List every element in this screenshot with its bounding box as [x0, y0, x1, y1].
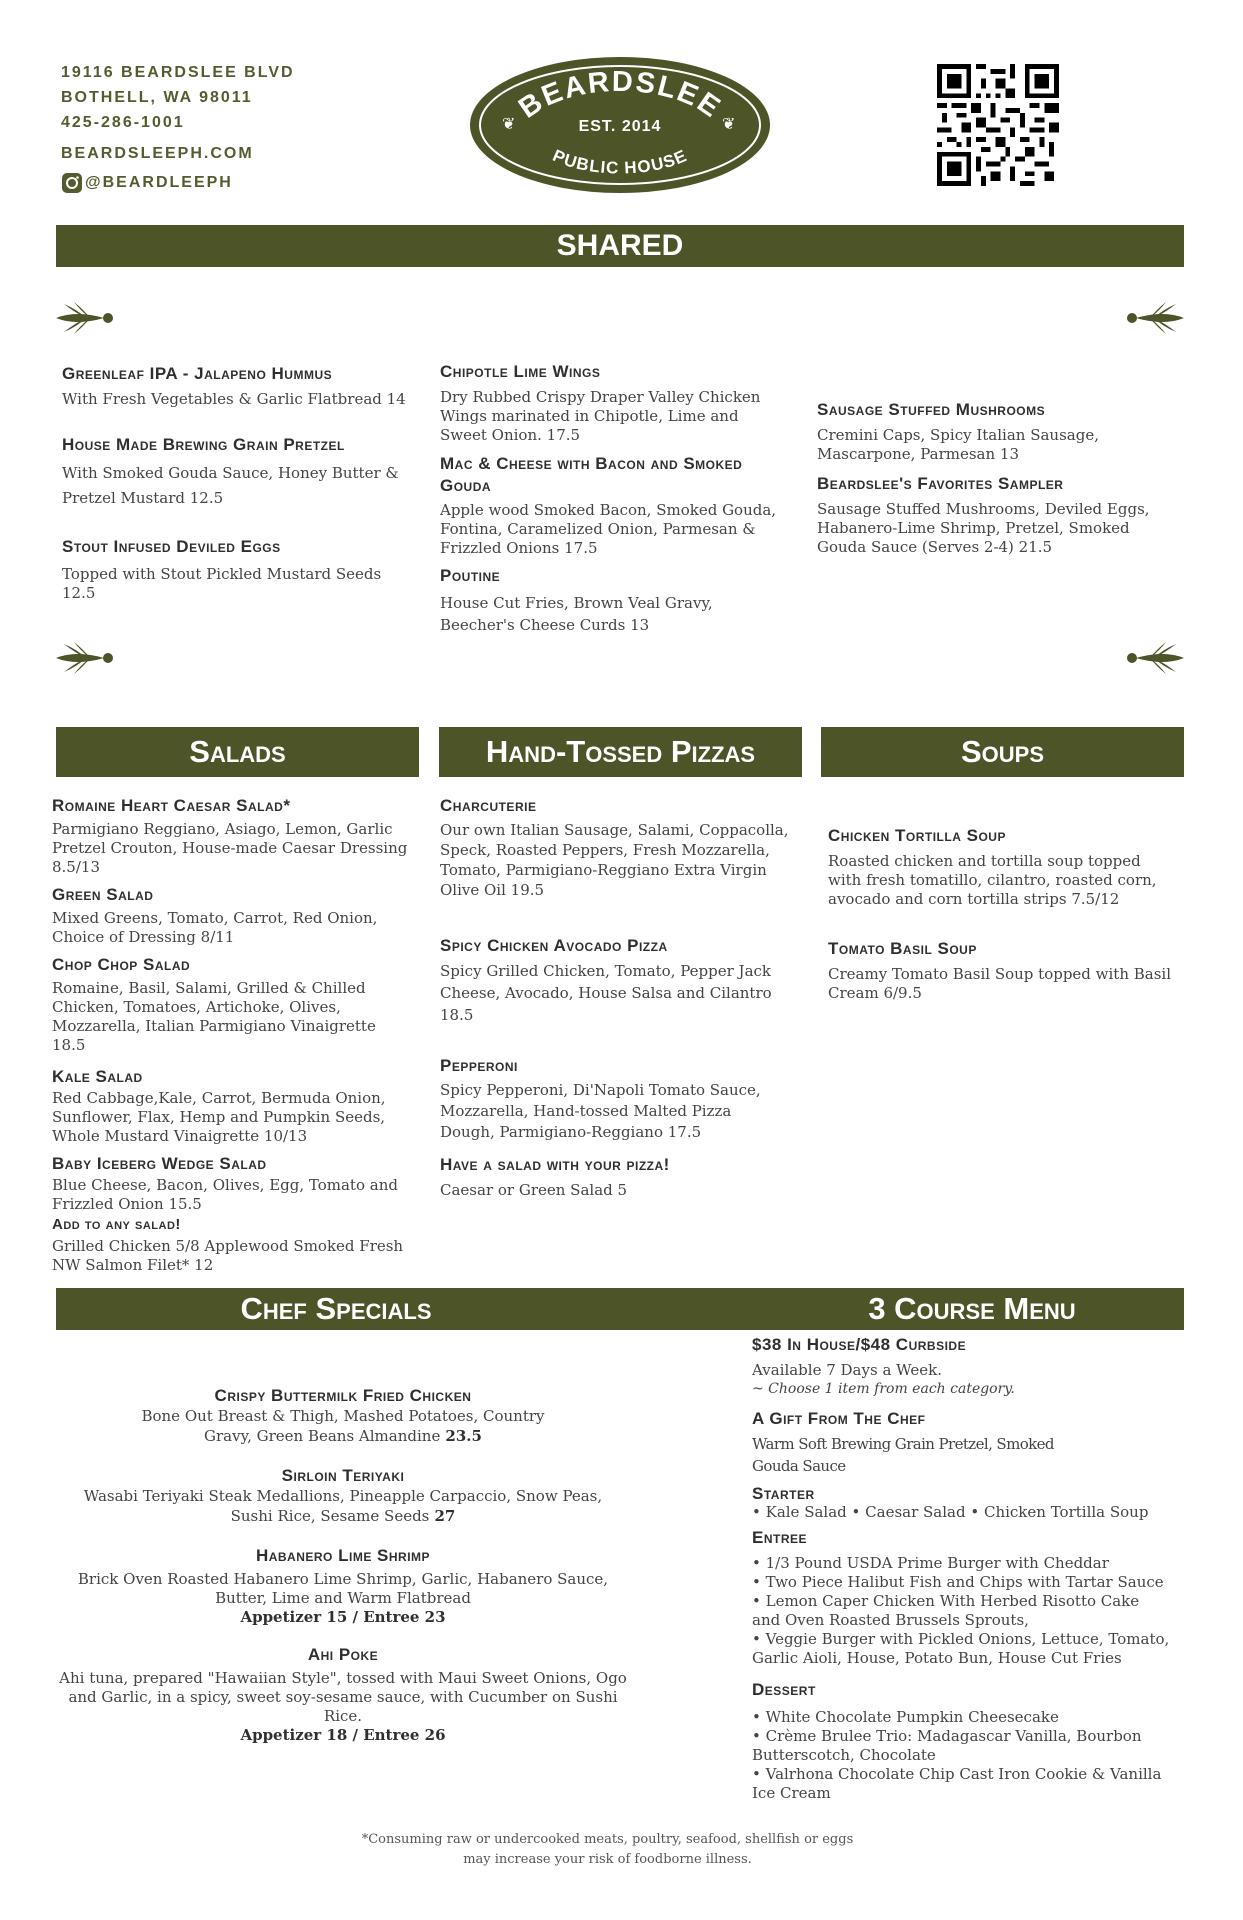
gift-title: A Gift From The Chef: [752, 1409, 926, 1428]
logo-leaf-right-icon: ❦: [722, 114, 736, 133]
starter-title: Starter: [752, 1484, 815, 1503]
logo-est: EST. 2014: [578, 118, 662, 135]
disclaimer-line-2: may increase your risk of foodborne illness.: [463, 1852, 752, 1867]
entree-item: • Lemon Caper Chicken With Herbed Risotto Cake and Oven Roasted Brussels Sprouts,: [752, 1592, 1140, 1629]
starter-desc: • Kale Salad • Caesar Salad • Chicken Tortilla Soup: [752, 1503, 1149, 1521]
section-header-salads: Salads: [56, 727, 419, 777]
item-desc: House Cut Fries, Brown Veal Gravy, Beecher's Cheese Curds 13: [440, 594, 713, 634]
soups-list: [828, 826, 1178, 1003]
item-desc: Red Cabbage,Kale, Carrot, Bermuda Onion, Sunflower, Flax, Hemp and Pumpkin Seeds, Whole Mustard Vinaigrette 10/13: [52, 1089, 386, 1145]
item-desc: With Fresh Vegetables & Garlic Flatbread 14: [62, 390, 406, 408]
menu-item: [440, 936, 790, 1026]
menu-item: [62, 364, 412, 409]
course-choose: ~ Choose 1 item from each category.: [752, 1381, 1015, 1397]
dessert-item: • White Chocolate Pumpkin Cheesecake: [752, 1708, 1059, 1726]
instagram-handle[interactable]: [61, 172, 233, 194]
item-desc: Ahi tuna, prepared "Hawaiian Style", tossed with Maui Sweet Onions, Ogo and Garlic, in a spicy, sweet soy-sesame sauce, with Cucumber on Sushi Rice.: [59, 1669, 627, 1725]
logo-name: BEARDSLEE: [513, 65, 728, 125]
gift-desc: Warm Soft Brewing Grain Pretzel, Smoked Gouda Sauce: [752, 1435, 1054, 1475]
item-desc: Grilled Chicken 5/8 Applewood Smoked Fresh NW Salmon Filet* 12: [52, 1237, 404, 1274]
item-name: Habanero Lime Shrimp: [255, 1546, 431, 1565]
menu-item: [440, 453, 790, 558]
menu-item: [56, 1466, 630, 1526]
course-price: $38 In House/$48 Curbside: [752, 1335, 967, 1354]
item-name: Sirloin Teriyaki: [281, 1466, 405, 1485]
item-name: Stout Infused Deviled Eggs: [62, 537, 281, 556]
dessert-title: Dessert: [752, 1680, 816, 1699]
entree-item: • 1/3 Pound USDA Prime Burger with Cheddar: [752, 1554, 1109, 1572]
menu-item: [440, 566, 790, 636]
item-name: Chipotle Lime Wings: [440, 362, 601, 381]
item-name: Add to any salad!: [52, 1216, 181, 1233]
item-name: Tomato Basil Soup: [828, 939, 977, 958]
item-desc: Creamy Tomato Basil Soup topped with Basil Cream 6/9.5: [828, 965, 1172, 1002]
menu-item: [440, 796, 790, 900]
menu-item: [56, 1645, 630, 1745]
item-desc: Caesar or Green Salad 5: [440, 1181, 628, 1199]
item-name: Baby Iceberg Wedge Salad: [52, 1154, 267, 1173]
entree-item: • Veggie Burger with Pickled Onions, Lettuce, Tomato, Garlic Aioli, House, Potato Bun, House Cut Fries: [752, 1630, 1170, 1667]
item-desc: Spicy Grilled Chicken, Tomato, Pepper Jack Cheese, Avocado, House Salsa and Cilantro 18.5: [440, 962, 772, 1024]
item-name: Kale Salad: [52, 1067, 143, 1086]
logo: [468, 55, 772, 195]
item-name: Romaine Heart Caesar Salad*: [52, 796, 291, 815]
footer-disclaimer: [0, 1830, 1215, 1870]
address-line-1: 19116 BEARDSLEE BLVD: [61, 64, 295, 81]
dessert-item: • Crème Brulee Trio: Madagascar Vanilla, Bourbon Butterscotch, Chocolate: [752, 1727, 1142, 1764]
item-desc: With Smoked Gouda Sauce, Honey Butter & Pretzel Mustard 12.5: [62, 464, 399, 507]
item-name: Spicy Chicken Avocado Pizza: [440, 936, 668, 955]
item-price: 27: [434, 1507, 456, 1525]
flourish-left-icon: [56, 298, 116, 338]
pizzas-list: [440, 796, 790, 1200]
salads-list: [52, 796, 412, 1275]
chef-specials-list: [56, 1386, 630, 1745]
section-header-course-menu: 3 Course Menu: [868, 1291, 1076, 1326]
address-line-2: BOTHELL, WA 98011: [61, 89, 253, 106]
dessert-list: [752, 1708, 1172, 1803]
entree-title: Entree: [752, 1528, 808, 1547]
instagram-label: @BEARDLEEPH: [85, 174, 233, 191]
item-desc: Wasabi Teriyaki Steak Medallions, Pineapple Carpaccio, Snow Peas, Sushi Rice, Sesame Seeds: [83, 1487, 603, 1525]
item-name: Beardslee's Favorites Sampler: [817, 474, 1064, 493]
menu-item: [52, 796, 412, 877]
item-name: Sausage Stuffed Mushrooms: [817, 400, 1046, 419]
menu-item: [52, 1216, 412, 1275]
item-name: Chop Chop Salad: [52, 955, 191, 974]
item-desc: Romaine, Basil, Salami, Grilled & Chilled Chicken, Tomatoes, Artichoke, Olives, Mozzarella, Italian Parmigiano Vinaigrette 18.5: [52, 979, 376, 1054]
item-desc: Our own Italian Sausage, Salami, Coppacolla, Speck, Roasted Peppers, Fresh Mozzarella, Tomato, Parmigiano-Reggiano Extra Virgin Olive Oil 19.5: [440, 821, 789, 899]
item-name: Chicken Tortilla Soup: [828, 826, 1006, 845]
item-desc: Mixed Greens, Tomato, Carrot, Red Onion, Choice of Dressing 8/11: [52, 909, 378, 946]
item-name: Charcuterie: [440, 796, 537, 815]
menu-item: [62, 435, 412, 511]
entree-list: [752, 1554, 1172, 1668]
menu-item: [817, 474, 1177, 557]
menu-item: [52, 1067, 412, 1146]
menu-item: [52, 1154, 412, 1214]
item-name: Crispy Buttermilk Fried Chicken: [214, 1386, 472, 1405]
menu-item: [52, 955, 412, 1055]
section-header-soups: Soups: [821, 727, 1184, 777]
item-desc: Roasted chicken and tortilla soup topped with fresh tomatillo, cilantro, roasted corn, avocado and corn tortilla strips 7.5/12: [828, 852, 1157, 908]
shared-column-3: [817, 400, 1177, 571]
menu-item: [828, 826, 1178, 909]
item-name: Greenleaf IPA - Jalapeno Hummus: [62, 364, 333, 383]
entree-item: • Two Piece Halibut Fish and Chips with Tartar Sauce: [752, 1573, 1164, 1591]
item-name: Mac & Cheese with Bacon and Smoked Gouda: [440, 454, 743, 495]
item-desc: Topped with Stout Pickled Mustard Seeds 12.5: [62, 565, 382, 602]
item-desc: Dry Rubbed Crispy Draper Valley Chicken Wings marinated in Chipotle, Lime and Sweet Onion. 17.5: [440, 388, 761, 444]
menu-item: [817, 400, 1177, 464]
menu-item: [56, 1386, 630, 1446]
menu-item: [440, 362, 790, 445]
section-header-chef-specials: Chef Specials: [240, 1291, 432, 1326]
item-price: 23.5: [445, 1427, 482, 1445]
menu-item: [440, 1155, 790, 1200]
qr-code[interactable]: [937, 64, 1059, 186]
section-header-pizzas: Hand-Tossed Pizzas: [439, 727, 802, 777]
flourish-left-icon: [56, 638, 116, 678]
item-desc: Apple wood Smoked Bacon, Smoked Gouda, Fontina, Caramelized Onion, Parmesan & Frizzled Onions 17.5: [440, 501, 777, 557]
item-desc: Bone Out Breast & Thigh, Mashed Potatoes, Country Gravy, Green Beans Almandine: [141, 1407, 545, 1445]
item-name: Poutine: [440, 566, 501, 585]
item-name: Pepperoni: [440, 1056, 518, 1075]
item-desc: Parmigiano Reggiano, Asiago, Lemon, Garlic Pretzel Crouton, House-made Caesar Dressing 8.5/13: [52, 820, 408, 876]
item-name: Green Salad: [52, 885, 154, 904]
menu-item: [828, 939, 1178, 1003]
shared-column-2: [440, 362, 790, 650]
menu-item: [62, 537, 412, 603]
website-link[interactable]: BEARDSLEEPH.COM: [61, 145, 254, 162]
menu-item: [440, 1056, 790, 1143]
section-header-shared: SHARED: [56, 225, 1184, 267]
shared-column-1: [62, 364, 412, 617]
menu-item: [56, 1546, 630, 1627]
menu-item: [52, 885, 412, 947]
disclaimer-line-1: *Consuming raw or undercooked meats, poultry, seafood, shellfish or eggs: [361, 1832, 854, 1847]
phone-number[interactable]: 425-286-1001: [61, 114, 185, 131]
course-menu: [752, 1335, 1172, 1803]
item-price: Appetizer 18 / Entree 26: [240, 1726, 446, 1744]
dessert-item: • Valrhona Chocolate Chip Cast Iron Cookie & Vanilla Ice Cream: [752, 1765, 1162, 1802]
item-desc: Cremini Caps, Spicy Italian Sausage, Mascarpone, Parmesan 13: [817, 426, 1099, 463]
instagram-icon: [61, 172, 83, 194]
flourish-right-icon: [1124, 638, 1184, 678]
item-desc: Blue Cheese, Bacon, Olives, Egg, Tomato and Frizzled Onion 15.5: [52, 1176, 398, 1213]
logo-sub: PUBLIC HOUSE: [549, 145, 691, 178]
logo-leaf-left-icon: ❦: [502, 114, 516, 133]
item-name: Have a salad with your pizza!: [440, 1155, 670, 1174]
flourish-right-icon: [1124, 298, 1184, 338]
item-price: Appetizer 15 / Entree 23: [240, 1608, 446, 1626]
item-desc: Brick Oven Roasted Habanero Lime Shrimp, Garlic, Habanero Sauce, Butter, Lime and Warm Flatbread: [77, 1570, 609, 1607]
item-name: House Made Brewing Grain Pretzel: [62, 435, 345, 454]
item-desc: Sausage Stuffed Mushrooms, Deviled Eggs, Habanero-Lime Shrimp, Pretzel, Smoked Gouda Sauce (Serves 2-4) 21.5: [817, 500, 1150, 556]
item-desc: Spicy Pepperoni, Di'Napoli Tomato Sauce, Mozzarella, Hand-tossed Malted Pizza Dough, Parmigiano-Reggiano 17.5: [440, 1081, 761, 1141]
course-availability: Available 7 Days a Week.: [752, 1361, 942, 1379]
item-name: Ahi Poke: [307, 1645, 379, 1664]
